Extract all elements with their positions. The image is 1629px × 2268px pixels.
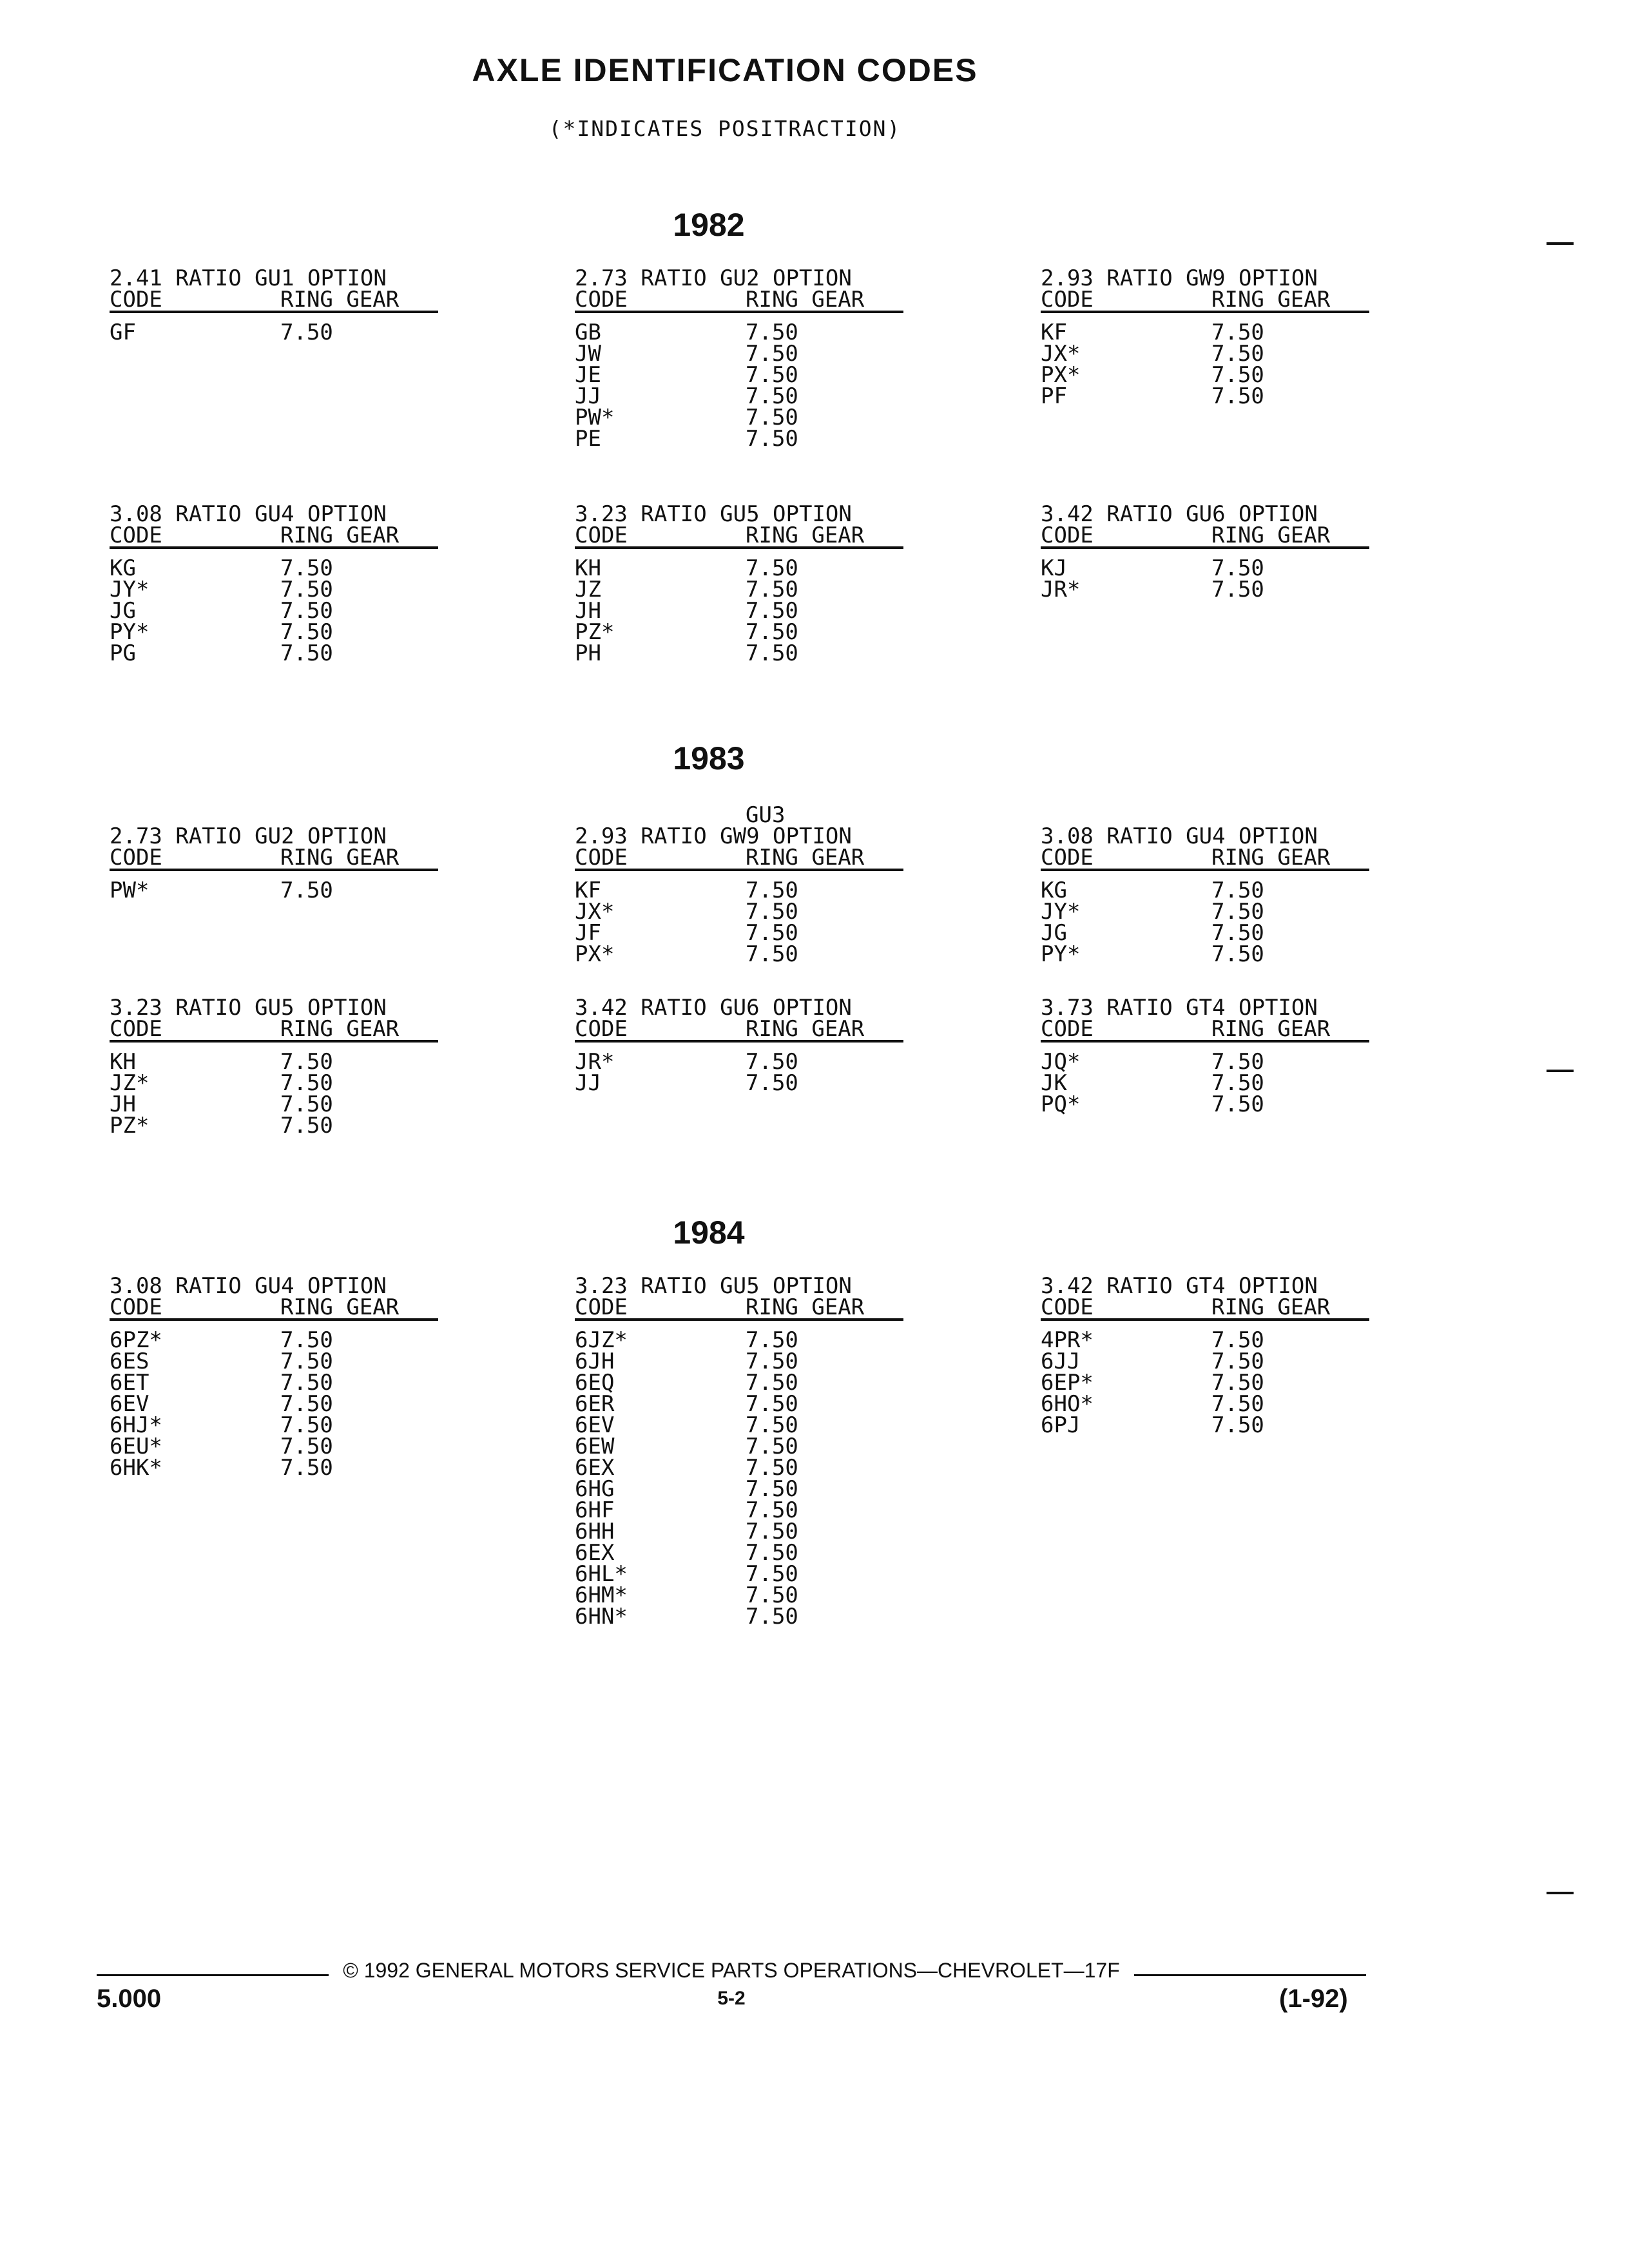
ratio-table-header (110, 997, 438, 1043)
ring-gear-size: 7.50 (746, 1070, 798, 1096)
ring-gear-size: 7.50 (746, 341, 798, 367)
table-row (575, 1372, 903, 1394)
margin-mark (1547, 1892, 1574, 1894)
axle-code: 6EP* (1041, 1370, 1094, 1396)
ratio-table-header (575, 1273, 903, 1321)
table-row (575, 1049, 903, 1075)
ring-gear-size: 7.50 (1211, 899, 1264, 925)
axle-code: PZ* (575, 619, 615, 645)
code-column-header: CODE (1041, 287, 1094, 312)
ring-gear-size: 7.50 (280, 1370, 333, 1396)
ring-gear-size: 7.50 (280, 320, 333, 345)
code-column-header: CODE (1041, 523, 1094, 548)
ring-gear-size: 7.50 (280, 555, 333, 581)
axle-code: 6EQ (575, 1370, 615, 1396)
ring-gear-column-header: RING GEAR (280, 1016, 400, 1042)
footer-rule-right (1134, 1974, 1366, 1976)
axle-code: 6EX (575, 1540, 615, 1566)
ring-gear-size: 7.50 (1211, 920, 1264, 946)
ratio-table (575, 265, 903, 452)
ring-gear-column-header: RING GEAR (1211, 523, 1331, 548)
table-row (1041, 941, 1369, 967)
table-row (575, 343, 903, 365)
ratio-option-title: 2.93 RATIO GW9 OPTION (1041, 265, 1318, 291)
code-column-header: CODE (575, 1016, 628, 1042)
ring-gear-size: 7.50 (1211, 1070, 1264, 1096)
ratio-table-header (1041, 501, 1369, 549)
ring-gear-column-header: RING GEAR (746, 845, 865, 870)
footer-section-number: 5.000 (97, 1984, 162, 2013)
ratio-table (110, 265, 438, 345)
table-row (110, 1049, 438, 1075)
ring-gear-size: 7.50 (280, 577, 333, 602)
ring-gear-size: 7.50 (1211, 1049, 1264, 1075)
code-column-header: CODE (110, 287, 162, 312)
axle-code: JG (1041, 920, 1067, 946)
ring-gear-column-header: RING GEAR (280, 523, 400, 548)
axle-code: JH (575, 598, 601, 624)
ring-gear-size: 7.50 (280, 1349, 333, 1374)
ratio-option-title: 3.23 RATIO GU5 OPTION (575, 501, 852, 527)
ring-gear-size: 7.50 (746, 1349, 798, 1374)
axle-code: 6JH (575, 1349, 615, 1374)
axle-code: PZ* (110, 1113, 149, 1139)
ring-gear-size: 7.50 (746, 1327, 798, 1353)
ratio-table (110, 823, 438, 903)
axle-code: JJ (575, 1070, 601, 1096)
ratio-option-title: 3.42 RATIO GU6 OPTION (1041, 501, 1318, 527)
table-row (1041, 901, 1369, 923)
ring-gear-column-header: RING GEAR (280, 1294, 400, 1320)
ring-gear-size: 7.50 (746, 555, 798, 581)
axle-code: 6EV (575, 1412, 615, 1438)
table-row (575, 901, 903, 923)
ring-gear-size: 7.50 (746, 320, 798, 345)
table-row (110, 598, 438, 624)
table-row (110, 555, 438, 581)
ring-gear-size: 7.50 (746, 426, 798, 452)
ring-gear-size: 7.50 (746, 878, 798, 903)
ratio-table (110, 1273, 438, 1481)
ratio-table-header (575, 997, 903, 1043)
axle-code: 6ET (110, 1370, 149, 1396)
ring-gear-column-header: RING GEAR (1211, 287, 1331, 312)
code-column-header: CODE (1041, 1294, 1094, 1320)
ratio-table (575, 1273, 903, 1629)
axle-code: PH (575, 640, 601, 666)
footer-copyright: © 1992 GENERAL MOTORS SERVICE PARTS OPERATIONS—CHEVROLET—17F (343, 1959, 1120, 1982)
axle-code: PW* (575, 405, 615, 430)
table-row (575, 880, 903, 901)
ring-gear-size: 7.50 (280, 1049, 333, 1075)
axle-code: JK (1041, 1070, 1067, 1096)
code-column-header: CODE (110, 845, 162, 870)
code-column-header: CODE (110, 1294, 162, 1320)
axle-code: KG (1041, 878, 1067, 903)
axle-code: PW* (110, 878, 149, 903)
table-row (575, 1457, 903, 1479)
ring-gear-size: 7.50 (280, 640, 333, 666)
ring-gear-size: 7.50 (280, 1070, 333, 1096)
ratio-table-header (110, 1273, 438, 1321)
ring-gear-size: 7.50 (1211, 1412, 1264, 1438)
table-row (110, 322, 438, 343)
table-row (110, 1351, 438, 1372)
ratio-option-title: 3.42 RATIO GU6 OPTION (575, 995, 852, 1021)
ratio-option-title: 2.73 RATIO GU2 OPTION (110, 823, 387, 849)
ring-gear-column-header: RING GEAR (1211, 1294, 1331, 1320)
ratio-table (575, 997, 903, 1094)
ratio-table (1041, 997, 1369, 1115)
table-row (575, 322, 903, 343)
ring-gear-column-header: RING GEAR (746, 1016, 865, 1042)
ratio-table-header (575, 802, 903, 871)
year-heading: 1983 (673, 740, 745, 776)
axle-code: KH (110, 1049, 136, 1075)
axle-code: 6HG (575, 1476, 615, 1502)
footer-page-number: 5-2 (717, 1988, 746, 2009)
table-row (575, 1436, 903, 1457)
axle-code: KF (575, 878, 601, 903)
axle-code: 6HM* (575, 1582, 628, 1608)
table-row (575, 1391, 903, 1417)
ring-gear-size: 7.50 (1211, 1327, 1264, 1353)
ratio-option-title: 3.08 RATIO GU4 OPTION (110, 1273, 387, 1299)
axle-code: JQ* (1041, 1049, 1081, 1075)
ring-gear-size: 7.50 (1211, 577, 1264, 602)
axle-code: 6ER (575, 1391, 615, 1417)
axle-code: PQ* (1041, 1091, 1081, 1117)
ring-gear-size: 7.50 (746, 1519, 798, 1544)
axle-code: 6EU* (110, 1434, 162, 1459)
table-row (575, 362, 903, 388)
ratio-option-title: 2.41 RATIO GU1 OPTION (110, 265, 387, 291)
axle-code: 6EW (575, 1434, 615, 1459)
table-row (575, 407, 903, 428)
axle-code: JJ (575, 383, 601, 409)
table-row (1041, 1327, 1369, 1353)
table-row (110, 1327, 438, 1353)
ratio-option-title: 3.08 RATIO GU4 OPTION (110, 501, 387, 527)
table-row (110, 1091, 438, 1117)
ring-gear-size: 7.50 (746, 1582, 798, 1608)
ring-gear-column-header: RING GEAR (746, 1294, 865, 1320)
table-row (575, 619, 903, 645)
axle-code: PX* (575, 941, 615, 967)
axle-code: 6HL* (575, 1561, 628, 1587)
table-row (110, 579, 438, 601)
alternate-option-code: GU3 (746, 802, 786, 828)
ring-gear-column-header: RING GEAR (746, 523, 865, 548)
table-row (1041, 1070, 1369, 1096)
axle-code: KH (575, 555, 601, 581)
ring-gear-size: 7.50 (1211, 878, 1264, 903)
ratio-option-title: 3.73 RATIO GT4 OPTION (1041, 995, 1318, 1021)
ratio-table-header (110, 823, 438, 871)
page-title: AXLE IDENTIFICATION CODES (472, 52, 978, 88)
table-row (575, 1606, 903, 1628)
ratio-option-title: 3.23 RATIO GU5 OPTION (575, 1273, 852, 1299)
ratio-table (575, 501, 903, 666)
axle-code: JZ* (110, 1070, 149, 1096)
ring-gear-size: 7.50 (746, 383, 798, 409)
ring-gear-column-header: RING GEAR (280, 845, 400, 870)
axle-code: PE (575, 426, 601, 452)
axle-code: PX* (1041, 362, 1081, 388)
ratio-table (1041, 501, 1369, 602)
axle-code: 6EV (110, 1391, 149, 1417)
ring-gear-column-header: RING GEAR (746, 287, 865, 312)
table-row (1041, 920, 1369, 946)
ring-gear-size: 7.50 (746, 1476, 798, 1502)
ring-gear-size: 7.50 (1211, 383, 1264, 409)
table-row (575, 383, 903, 409)
footer-rule-left (97, 1974, 329, 1976)
positraction-note: (*INDICATES POSITRACTION) (548, 116, 901, 141)
table-row (1041, 383, 1369, 409)
ratio-table-header (1041, 823, 1369, 871)
margin-mark (1547, 242, 1574, 245)
ring-gear-size: 7.50 (280, 1455, 333, 1481)
ratio-table (575, 802, 903, 967)
margin-mark (1547, 1070, 1574, 1072)
ring-gear-size: 7.50 (1211, 341, 1264, 367)
ring-gear-column-header: RING GEAR (1211, 1016, 1331, 1042)
ratio-option-title: 2.73 RATIO GU2 OPTION (575, 265, 852, 291)
ring-gear-size: 7.50 (746, 577, 798, 602)
table-row (110, 1115, 438, 1137)
ratio-option-title: 3.08 RATIO GU4 OPTION (1041, 823, 1318, 849)
ring-gear-size: 7.50 (746, 598, 798, 624)
table-row (1041, 1391, 1369, 1417)
ring-gear-size: 7.50 (746, 640, 798, 666)
ring-gear-size: 7.50 (280, 619, 333, 645)
axle-code: PY* (1041, 941, 1081, 967)
ring-gear-size: 7.50 (280, 1113, 333, 1139)
ring-gear-size: 7.50 (280, 1391, 333, 1417)
ring-gear-size: 7.50 (1211, 1391, 1264, 1417)
axle-code: JG (110, 598, 136, 624)
table-row (1041, 555, 1369, 581)
ratio-table (1041, 265, 1369, 409)
axle-code: JE (575, 362, 601, 388)
axle-code: KJ (1041, 555, 1067, 581)
table-row (1041, 1091, 1369, 1117)
code-column-header: CODE (575, 523, 628, 548)
axle-code: KF (1041, 320, 1067, 345)
ring-gear-size: 7.50 (280, 1412, 333, 1438)
axle-code: JW (575, 341, 601, 367)
ratio-table-header (1041, 265, 1369, 313)
axle-code: JR* (575, 1049, 615, 1075)
ring-gear-size: 7.50 (746, 1391, 798, 1417)
table-row (575, 579, 903, 601)
ring-gear-size: 7.50 (746, 1497, 798, 1523)
table-row (575, 640, 903, 666)
table-row (575, 1070, 903, 1096)
axle-code: 6EX (575, 1455, 615, 1481)
ring-gear-size: 7.50 (280, 878, 333, 903)
table-row (1041, 579, 1369, 601)
ratio-option-title: 3.23 RATIO GU5 OPTION (110, 995, 387, 1021)
ratio-table (1041, 823, 1369, 967)
ring-gear-size: 7.50 (746, 362, 798, 388)
ring-gear-size: 7.50 (280, 598, 333, 624)
axle-code: JX* (575, 899, 615, 925)
ring-gear-size: 7.50 (280, 1434, 333, 1459)
ring-gear-size: 7.50 (746, 1561, 798, 1587)
ring-gear-size: 7.50 (746, 899, 798, 925)
ring-gear-size: 7.50 (746, 1049, 798, 1075)
code-column-header: CODE (575, 845, 628, 870)
table-row (575, 555, 903, 581)
ratio-option-title: 3.42 RATIO GT4 OPTION (1041, 1273, 1318, 1299)
ratio-table-header (110, 265, 438, 313)
ring-gear-size: 7.50 (746, 941, 798, 967)
ratio-table-header (1041, 997, 1369, 1043)
table-row (575, 1351, 903, 1372)
table-row (575, 920, 903, 946)
axle-code: 6PJ (1041, 1412, 1081, 1438)
table-row (1041, 1412, 1369, 1438)
axle-code: JH (110, 1091, 136, 1117)
ratio-table-header (575, 265, 903, 313)
axle-code: JF (575, 920, 601, 946)
ratio-table-header (110, 501, 438, 549)
axle-code: JY* (110, 577, 149, 602)
ring-gear-size: 7.50 (1211, 1091, 1264, 1117)
table-row (1041, 880, 1369, 901)
ratio-table (110, 997, 438, 1137)
axle-code: GB (575, 320, 601, 345)
axle-code: 6HH (575, 1519, 615, 1544)
ring-gear-size: 7.50 (746, 1455, 798, 1481)
ring-gear-size: 7.50 (1211, 1349, 1264, 1374)
ratio-option-title: 2.93 RATIO GW9 OPTION (575, 823, 852, 849)
table-row (575, 941, 903, 967)
axle-code: JZ (575, 577, 601, 602)
ring-gear-size: 7.50 (746, 1434, 798, 1459)
axle-code: 6HN* (575, 1604, 628, 1629)
ring-gear-size: 7.50 (746, 619, 798, 645)
table-row (110, 880, 438, 901)
table-row (575, 1476, 903, 1502)
ratio-table-header (575, 501, 903, 549)
ring-gear-column-header: RING GEAR (280, 287, 400, 312)
axle-code: GF (110, 320, 136, 345)
table-row (1041, 362, 1369, 388)
axle-code: 6ES (110, 1349, 149, 1374)
ratio-table-header (1041, 1273, 1369, 1321)
ratio-table (1041, 1273, 1369, 1438)
axle-code: 4PR* (1041, 1327, 1094, 1353)
year-heading: 1982 (673, 207, 745, 243)
table-row (110, 619, 438, 645)
table-row (110, 640, 438, 666)
axle-code: PG (110, 640, 136, 666)
axle-code: 6HF (575, 1497, 615, 1523)
table-row (575, 1412, 903, 1438)
code-column-header: CODE (575, 1294, 628, 1320)
ring-gear-size: 7.50 (1211, 941, 1264, 967)
axle-code: 6PZ* (110, 1327, 162, 1353)
axle-code: 6HJ* (110, 1412, 162, 1438)
table-row (110, 1070, 438, 1096)
axle-code: 6JZ* (575, 1327, 628, 1353)
ring-gear-size: 7.50 (280, 1091, 333, 1117)
axle-code: JR* (1041, 577, 1081, 602)
table-row (110, 1372, 438, 1394)
ring-gear-size: 7.50 (1211, 1370, 1264, 1396)
axle-code: KG (110, 555, 136, 581)
axle-code: 6HK* (110, 1455, 162, 1481)
code-column-header: CODE (575, 287, 628, 312)
axle-code: PY* (110, 619, 149, 645)
ring-gear-size: 7.50 (746, 1540, 798, 1566)
table-row (575, 1521, 903, 1542)
ring-gear-size: 7.50 (746, 1604, 798, 1629)
ring-gear-size: 7.50 (280, 1327, 333, 1353)
ring-gear-size: 7.50 (1211, 555, 1264, 581)
code-column-header: CODE (110, 1016, 162, 1042)
table-row (1041, 343, 1369, 365)
axle-code: 6HO* (1041, 1391, 1094, 1417)
axle-code: JX* (1041, 341, 1081, 367)
ring-gear-size: 7.50 (746, 1412, 798, 1438)
table-row (1041, 1049, 1369, 1075)
ring-gear-size: 7.50 (1211, 320, 1264, 345)
code-column-header: CODE (1041, 845, 1094, 870)
axle-code: JY* (1041, 899, 1081, 925)
table-row (575, 1327, 903, 1353)
table-row (575, 428, 903, 450)
ring-gear-column-header: RING GEAR (1211, 845, 1331, 870)
footer-revision-date: (1-92) (1279, 1984, 1348, 2013)
ring-gear-size: 7.50 (746, 1370, 798, 1396)
ring-gear-size: 7.50 (746, 920, 798, 946)
table-row (575, 598, 903, 624)
table-row (110, 1457, 438, 1479)
axle-code: PF (1041, 383, 1067, 409)
ring-gear-size: 7.50 (1211, 362, 1264, 388)
ring-gear-size: 7.50 (746, 405, 798, 430)
table-row (1041, 322, 1369, 343)
table-row (575, 1497, 903, 1523)
code-column-header: CODE (1041, 1016, 1094, 1042)
code-column-header: CODE (110, 523, 162, 548)
ratio-table (110, 501, 438, 666)
year-heading: 1984 (673, 1215, 745, 1251)
axle-code: 6JJ (1041, 1349, 1081, 1374)
